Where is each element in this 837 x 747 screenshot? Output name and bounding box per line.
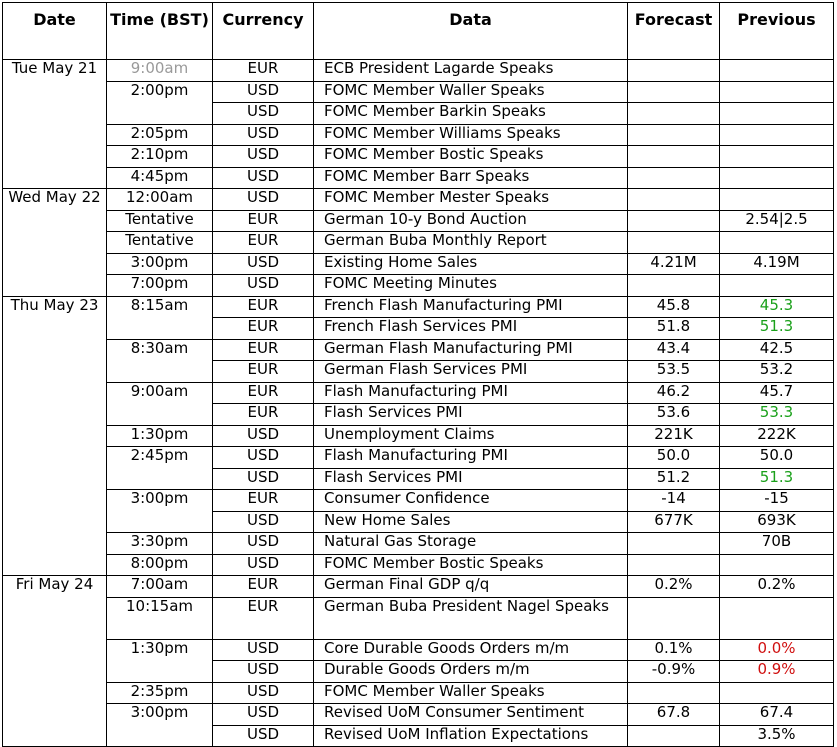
currency-cell: USD <box>213 682 314 704</box>
forecast-cell <box>628 597 720 639</box>
time-cell: 1:30pm <box>107 639 213 661</box>
event-cell: ECB President Lagarde Speaks <box>314 60 628 82</box>
previous-cell: 51.3 <box>720 318 834 340</box>
currency-cell: USD <box>213 533 314 555</box>
date-cell-empty <box>3 210 107 232</box>
time-cell <box>107 468 213 490</box>
previous-cell: 67.4 <box>720 704 834 726</box>
time-cell: 9:00am <box>107 382 213 404</box>
forecast-cell: 53.5 <box>628 361 720 383</box>
event-cell: FOMC Member Mester Speaks <box>314 189 628 211</box>
table-row <box>3 296 834 318</box>
forecast-cell <box>628 725 720 747</box>
previous-cell: 53.3 <box>720 404 834 426</box>
forecast-cell: 0.1% <box>628 639 720 661</box>
event-cell: German Flash Manufacturing PMI <box>314 339 628 361</box>
table-row <box>3 425 834 447</box>
event-cell: Flash Services PMI <box>314 468 628 490</box>
previous-cell: 2.54|2.5 <box>720 210 834 232</box>
previous-cell: 45.7 <box>720 382 834 404</box>
currency-cell: EUR <box>213 597 314 639</box>
event-cell: FOMC Member Barkin Speaks <box>314 103 628 125</box>
previous-cell <box>720 124 834 146</box>
currency-cell: EUR <box>213 404 314 426</box>
currency-cell: USD <box>213 704 314 726</box>
previous-cell <box>720 232 834 254</box>
time-cell: 2:45pm <box>107 447 213 469</box>
currency-cell: EUR <box>213 60 314 82</box>
time-cell <box>107 103 213 125</box>
previous-cell: 693K <box>720 511 834 533</box>
time-cell <box>107 661 213 683</box>
event-cell: Existing Home Sales <box>314 253 628 275</box>
forecast-cell <box>628 275 720 297</box>
previous-cell <box>720 167 834 189</box>
table-row <box>3 490 834 512</box>
table-row <box>3 318 834 340</box>
forecast-cell <box>628 103 720 125</box>
table-row <box>3 361 834 383</box>
table-row <box>3 404 834 426</box>
event-cell: FOMC Meeting Minutes <box>314 275 628 297</box>
time-cell: 2:05pm <box>107 124 213 146</box>
event-cell: FOMC Member Bostic Speaks <box>314 146 628 168</box>
date-cell-empty <box>3 124 107 146</box>
table-row <box>3 253 834 275</box>
event-cell: FOMC Member Waller Speaks <box>314 81 628 103</box>
time-cell: 7:00am <box>107 576 213 598</box>
date-cell-empty <box>3 382 107 404</box>
event-cell: German Buba President Nagel Speaks <box>314 597 628 639</box>
table-row <box>3 682 834 704</box>
currency-cell: EUR <box>213 382 314 404</box>
forecast-cell <box>628 533 720 555</box>
date-cell-empty <box>3 639 107 661</box>
table-row <box>3 704 834 726</box>
previous-cell <box>720 60 834 82</box>
time-cell: 3:30pm <box>107 533 213 555</box>
currency-cell: USD <box>213 146 314 168</box>
date-cell-empty <box>3 425 107 447</box>
previous-cell: 53.2 <box>720 361 834 383</box>
previous-cell: 0.0% <box>720 639 834 661</box>
forecast-cell: 677K <box>628 511 720 533</box>
forecast-cell: -14 <box>628 490 720 512</box>
currency-cell: EUR <box>213 576 314 598</box>
forecast-cell: 46.2 <box>628 382 720 404</box>
time-cell: 2:00pm <box>107 81 213 103</box>
previous-cell <box>720 146 834 168</box>
table-row <box>3 81 834 103</box>
previous-cell <box>720 103 834 125</box>
event-cell: Unemployment Claims <box>314 425 628 447</box>
date-cell-empty <box>3 447 107 469</box>
forecast-cell <box>628 210 720 232</box>
forecast-cell: 51.8 <box>628 318 720 340</box>
currency-cell: USD <box>213 661 314 683</box>
table-row <box>3 576 834 598</box>
table-row <box>3 725 834 747</box>
table-row <box>3 468 834 490</box>
time-cell: 10:15am <box>107 597 213 639</box>
forecast-cell: 67.8 <box>628 704 720 726</box>
time-cell <box>107 361 213 383</box>
currency-cell: USD <box>213 189 314 211</box>
table-row <box>3 232 834 254</box>
table-row <box>3 597 834 639</box>
forecast-cell: 45.8 <box>628 296 720 318</box>
forecast-cell <box>628 146 720 168</box>
currency-cell: USD <box>213 425 314 447</box>
currency-cell: EUR <box>213 490 314 512</box>
header-date: Date <box>3 3 107 60</box>
date-cell-empty <box>3 704 107 726</box>
event-cell: Flash Manufacturing PMI <box>314 382 628 404</box>
event-cell: French Flash Services PMI <box>314 318 628 340</box>
currency-cell: USD <box>213 253 314 275</box>
currency-cell: USD <box>213 725 314 747</box>
time-cell: 12:00am <box>107 189 213 211</box>
forecast-cell <box>628 167 720 189</box>
date-cell-empty <box>3 232 107 254</box>
event-cell: FOMC Member Bostic Speaks <box>314 554 628 576</box>
time-cell: 8:15am <box>107 296 213 318</box>
time-cell: 8:00pm <box>107 554 213 576</box>
event-cell: Revised UoM Consumer Sentiment <box>314 704 628 726</box>
forecast-cell: 4.21M <box>628 253 720 275</box>
previous-cell: 222K <box>720 425 834 447</box>
currency-cell: USD <box>213 81 314 103</box>
currency-cell: USD <box>213 468 314 490</box>
previous-cell <box>720 554 834 576</box>
table-row <box>3 554 834 576</box>
table-row <box>3 167 834 189</box>
table-row <box>3 189 834 211</box>
date-cell-empty <box>3 275 107 297</box>
event-cell: Flash Manufacturing PMI <box>314 447 628 469</box>
table-row <box>3 275 834 297</box>
previous-cell: -15 <box>720 490 834 512</box>
date-cell-empty <box>3 103 107 125</box>
forecast-cell <box>628 81 720 103</box>
event-cell: New Home Sales <box>314 511 628 533</box>
header-forecast: Forecast <box>628 3 720 60</box>
previous-cell <box>720 189 834 211</box>
date-cell: Fri May 24 <box>3 576 107 598</box>
date-cell-empty <box>3 725 107 747</box>
previous-cell <box>720 81 834 103</box>
previous-cell: 4.19M <box>720 253 834 275</box>
forecast-cell: 50.0 <box>628 447 720 469</box>
currency-cell: EUR <box>213 296 314 318</box>
time-cell: Tentative <box>107 232 213 254</box>
previous-cell: 45.3 <box>720 296 834 318</box>
event-cell: FOMC Member Barr Speaks <box>314 167 628 189</box>
table-row <box>3 447 834 469</box>
date-cell-empty <box>3 468 107 490</box>
forecast-cell: 0.2% <box>628 576 720 598</box>
date-cell: Wed May 22 <box>3 189 107 211</box>
forecast-cell <box>628 232 720 254</box>
table-row <box>3 210 834 232</box>
currency-cell: USD <box>213 511 314 533</box>
forecast-cell: 221K <box>628 425 720 447</box>
previous-cell: 70B <box>720 533 834 555</box>
time-cell <box>107 725 213 747</box>
date-cell-empty <box>3 511 107 533</box>
economic-calendar-table <box>2 2 834 747</box>
time-cell: 2:10pm <box>107 146 213 168</box>
time-cell: 3:00pm <box>107 253 213 275</box>
table-row <box>3 533 834 555</box>
table-row <box>3 661 834 683</box>
date-cell-empty <box>3 490 107 512</box>
forecast-cell <box>628 60 720 82</box>
time-cell: Tentative <box>107 210 213 232</box>
time-cell <box>107 404 213 426</box>
currency-cell: EUR <box>213 339 314 361</box>
previous-cell <box>720 597 834 639</box>
event-cell: FOMC Member Waller Speaks <box>314 682 628 704</box>
date-cell-empty <box>3 339 107 361</box>
time-cell: 2:35pm <box>107 682 213 704</box>
time-cell <box>107 511 213 533</box>
header-time: Time (BST) <box>107 3 213 60</box>
table-row <box>3 339 834 361</box>
currency-cell: USD <box>213 447 314 469</box>
table-row <box>3 124 834 146</box>
table-row <box>3 60 834 82</box>
time-cell: 1:30pm <box>107 425 213 447</box>
previous-cell <box>720 682 834 704</box>
time-cell: 9:00am <box>107 60 213 82</box>
currency-cell: USD <box>213 639 314 661</box>
currency-cell: EUR <box>213 232 314 254</box>
previous-cell: 50.0 <box>720 447 834 469</box>
header-currency: Currency <box>213 3 314 60</box>
event-cell: Revised UoM Inflation Expectations <box>314 725 628 747</box>
time-cell <box>107 318 213 340</box>
time-cell: 3:00pm <box>107 704 213 726</box>
event-cell: Consumer Confidence <box>314 490 628 512</box>
calendar-body <box>3 60 834 747</box>
forecast-cell: 53.6 <box>628 404 720 426</box>
event-cell: Natural Gas Storage <box>314 533 628 555</box>
previous-cell <box>720 275 834 297</box>
event-cell: French Flash Manufacturing PMI <box>314 296 628 318</box>
forecast-cell <box>628 124 720 146</box>
date-cell-empty <box>3 404 107 426</box>
table-row <box>3 146 834 168</box>
header-data: Data <box>314 3 628 60</box>
forecast-cell: 43.4 <box>628 339 720 361</box>
date-cell: Tue May 21 <box>3 60 107 82</box>
time-cell: 8:30am <box>107 339 213 361</box>
time-cell: 4:45pm <box>107 167 213 189</box>
event-cell: Flash Services PMI <box>314 404 628 426</box>
previous-cell: 0.9% <box>720 661 834 683</box>
event-cell: German 10-y Bond Auction <box>314 210 628 232</box>
date-cell-empty <box>3 533 107 555</box>
event-cell: German Buba Monthly Report <box>314 232 628 254</box>
forecast-cell <box>628 682 720 704</box>
previous-cell: 3.5% <box>720 725 834 747</box>
date-cell-empty <box>3 146 107 168</box>
previous-cell: 0.2% <box>720 576 834 598</box>
header-row <box>3 3 834 60</box>
event-cell: FOMC Member Williams Speaks <box>314 124 628 146</box>
forecast-cell: 51.2 <box>628 468 720 490</box>
date-cell-empty <box>3 253 107 275</box>
previous-cell: 51.3 <box>720 468 834 490</box>
date-cell-empty <box>3 597 107 639</box>
currency-cell: USD <box>213 554 314 576</box>
event-cell: German Flash Services PMI <box>314 361 628 383</box>
currency-cell: USD <box>213 103 314 125</box>
currency-cell: USD <box>213 275 314 297</box>
time-cell: 3:00pm <box>107 490 213 512</box>
event-cell: German Final GDP q/q <box>314 576 628 598</box>
date-cell-empty <box>3 361 107 383</box>
forecast-cell: -0.9% <box>628 661 720 683</box>
event-cell: Durable Goods Orders m/m <box>314 661 628 683</box>
table-row <box>3 382 834 404</box>
event-cell: Core Durable Goods Orders m/m <box>314 639 628 661</box>
date-cell-empty <box>3 682 107 704</box>
currency-cell: EUR <box>213 361 314 383</box>
table-row <box>3 511 834 533</box>
table-row <box>3 103 834 125</box>
currency-cell: USD <box>213 167 314 189</box>
forecast-cell <box>628 189 720 211</box>
date-cell-empty <box>3 167 107 189</box>
date-cell-empty <box>3 318 107 340</box>
previous-cell: 42.5 <box>720 339 834 361</box>
header-previous: Previous <box>720 3 834 60</box>
time-cell: 7:00pm <box>107 275 213 297</box>
date-cell: Thu May 23 <box>3 296 107 318</box>
date-cell-empty <box>3 661 107 683</box>
forecast-cell <box>628 554 720 576</box>
currency-cell: USD <box>213 124 314 146</box>
currency-cell: EUR <box>213 210 314 232</box>
currency-cell: EUR <box>213 318 314 340</box>
date-cell-empty <box>3 554 107 576</box>
date-cell-empty <box>3 81 107 103</box>
table-row <box>3 639 834 661</box>
